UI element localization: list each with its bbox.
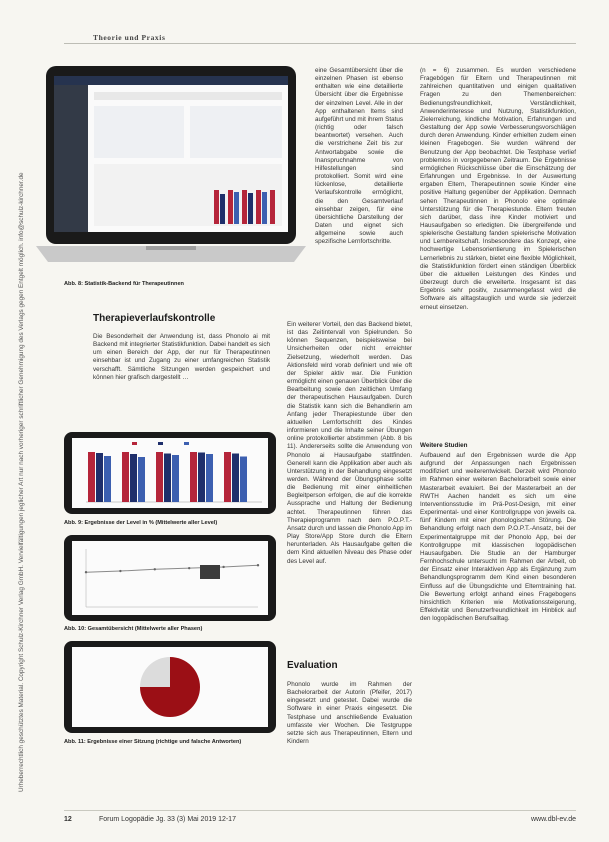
studies-heading: Weitere Studien (420, 442, 468, 449)
data-point (85, 571, 87, 573)
figure-10-frame (64, 535, 276, 621)
tooltip-box (200, 565, 220, 579)
line-chart (72, 541, 268, 615)
data-point (222, 566, 224, 568)
bar (172, 455, 179, 502)
pie-chart (72, 647, 268, 727)
figure-9-frame (64, 432, 276, 514)
section-header: Theorie und Praxis (93, 33, 166, 42)
middle-top-text: eine Gesamtübersicht über die einzelnen Phasen ist ebenso enthalten wie eine detaillierte Übersicht über die Ergebnisse der einzelnen Level. Alle in der App enthaltenen Items sind aufgeführt und mit ihrem Status (richtig oder falsch beantwortet) versehen. Auch die verstrichene Zeit bis zur Antwortabgabe sowie die Inanspruchnahme von Hilfestellungen sind protokolliert. Somit wird eine lückenlose, detaillierte Verlaufskontrolle ermöglicht, die den Gesamtverlauf einsehbar zeigen, für eine übersichtliche Darstellung der Daten und eignet sich allgemeine sowie auch spezifische Lernfortschritte. (315, 67, 403, 246)
fig8-bars (214, 190, 275, 224)
figure-11-frame (64, 641, 276, 733)
bar (138, 457, 145, 502)
footer-url[interactable]: www.dbl-ev.de (530, 816, 576, 823)
bar (232, 454, 239, 503)
evaluation-body: Phonolo wurde im Rahmen der Bachelorarbeit der Autorin (Pfeifer, 2017) eingesetzt und getestet. Dabei wurde die Software in einer Praxis eingesetzt. Die Testphase und anschließende Evaluation umfasste vier Wochen. Die Testgruppe setzte sich aus Therapeutinnen, Eltern und Kindern (287, 681, 412, 746)
bar (224, 452, 231, 502)
fig9-caption: Abb. 9: Ergebnisse der Level in % (Mittelwerte aller Level) (64, 520, 218, 526)
copyright-sidebar: Urheberrechtlich geschütztes Material. Copyright Schulz-Kirchner Verlag GmbH. Vervielfältigungen jeglicher Art nur nach vorheriger schriftlicher Genehmigung des Verlags gegen Entgelt möglich. info@schulz-kirchner.de (18, 172, 25, 792)
bar (190, 452, 197, 502)
bar (88, 452, 95, 502)
bar (96, 453, 103, 502)
bar (164, 454, 171, 503)
left-body: Die Besonderheit der Anwendung ist, dass Phonolo ai mit Backend mit integrierter Statistikfunktion. Dabei handelt es sich um einen Bereich der App, der nur für Therapeutinnen einsehbar ist und Zugang zu einer umfangreichen Statistik verschafft. Sämtliche Sitzungen werden gespeichert und können hier grafisch dargestellt … (93, 333, 270, 381)
legend-swatch (132, 442, 137, 445)
pie-slice (140, 657, 170, 687)
footer-rule (64, 810, 576, 811)
bar (130, 454, 137, 502)
middle-body: Ein weiterer Vorteil, den das Backend bietet, ist das Zeitintervall von Spielrunden. So können Sequenzen, beispielsweise bei Unsicherheiten oder nicht erreichter Zielsetzung, wiederholt werden. Das Aktionsfeld wird vorab definiert und wie oft der Spieler aktiv war. Die Funktion ermöglicht einen genauen Überblick über die Bearbeitung sowie den zeitlichen Umfang der therapeutischen Hausaufgaben. Durch die Statistik kann sich die Behandlerin am Anfang jeder Therapiestunde über den aktuellen Lernfortschritt des Kindes informieren und die Inhalte seiner Übungen online protokollierter abstimmen (Abb. 8 bis 11). Andererseits sollte die Anwendung von Phonolo ai Hausaufgabe stattfinden. Generell kann die Applikation aber auch als Unterstützung in der Behandlung eingesetzt werden. Während der Übungsphase sollte die Bedienung mit einer einheitlichen Begleitperson erfolgen, die auf die korrekte Aussprache und Haltung der Bedienung achtet. Therapeutinnen führen das Therapieprogramm nach dem P.O.P.T.-Ansatz durch und lassen die Phonolo App im Play Store/App Store durch die Eltern herunterladen. Als Hausaufgabe gelten die dem Kind aktuellen Niveau des Phase oder des Level auf. (287, 321, 412, 565)
right-body: (n = 6) zusammen. Es wurden verschiedene Fragebögen für Eltern und Therapeutinnen mit zahlreichen quantitativen und einigen qualitativen Fragen zu den Themenbereichen: Bedienungsfreundlichkeit, Verständlichkeit, Anwenderinteresse und Nutzung, Statistikfunktion, Zielerreichung, kindliche Motivation, Erfahrungen und Gestaltung der App sowie Verbesserungsvorschlägen durch deren Anwendung. Kinder erhielten zudem einen kleinen Fragebogen. Sie wurden während der Benutzung der App beobachtet. Die Testphase verlief problemlos in vorgegebenen Zeitraum. Die Ergebnisse ermöglichen Rückschlüsse über die Einschätzung der Erfahrungen und Ergebnisse. In der Auswertung ergaben Eltern, Therapeutinnen sowie Kinder eine positive Haltung gegenüber der Applikation. Demnach sehen Therapeutinnen in Phonolo eine optimale Unterstützung für die Therapiestunde. Eltern freuten sich darüber, dass ihre Kinder motiviert und Hausaufgaben so erledigten. Die übergreifende und spielerische Gestaltung fanden spielerische Motivation und Lernbereitschaft. Insbesondere das Konzept, eine hochwertige Lebensorientierung im Spielerischen Lernerlebnis zu stärken, bietet eine flexible Möglichkeit, die Statistikfunktion fördert einen ständigen Überblick über die aktuellen Leistungen des Kindes und überzeugt durch die erweiterte. Insgesamt ist das Ergebnis sehr positiv, zusammengefasst wird die Software als alltagstauglich und wurde sie jederzeit erneut einsetzen. (420, 67, 576, 311)
laptop-figure (36, 66, 306, 292)
data-point (154, 568, 156, 570)
bar (206, 454, 213, 502)
magazine-info: Forum Logopädie Jg. 33 (3) Mai 2019 12-17 (99, 816, 236, 823)
header-rule (64, 43, 576, 44)
data-point (188, 567, 190, 569)
fig11-caption: Abb. 11: Ergebnisse einer Sitzung (richtige und falsche Antworten) (64, 739, 242, 745)
bar (122, 452, 129, 502)
fig8-caption: Abb. 8: Statistik-Backend für Therapeutinnen (64, 281, 184, 287)
bar (240, 457, 247, 503)
series-line (86, 565, 258, 572)
bar (156, 452, 163, 502)
evaluation-heading: Evaluation (287, 660, 338, 671)
bar-chart (72, 438, 268, 508)
legend-swatch (158, 442, 163, 445)
studies-body: Aufbauend auf den Ergebnissen wurde die App aufgrund der Anpassungen nach Ergebnissen modifiziert und weiterentwickelt. Derzeit wird Phonolo im Rahmen einer weiteren Bachelorarbeit sowie einer Masterarbeit evaluiert. Bei der Masterarbeit an der RWTH Aachen handelt es sich um eine Interventionsstudie im Prä-Post-Design, mit einer Experimental- und einer Kontrollgruppe von jeweils ca. fünf Kindern mit einer phonologischen Störung. Die Behandlung erfolgt nach dem P.O.P.T.-Ansatz, bei der Experimentalgruppe mit der Phonolo App, bei der Kontrollgruppe mit klassischen logopädischen Hausaufgaben. Die Studie an der Hamburger Fernhochschule untersucht im Rahmen der Arbeit, ob der Einsatz einer Interaktiven App als Ergänzung zum Behandlungsprogramm dem Kind einen besonderen Einfluss auf die Übungsdichte und Elterntraining hat. Die Bewertung erfolgt anhand eines Fragebogens hinsichtlich Kriterien wie Motivationssteigerung, Effektivität und Benutzerfreundlichkeit im Hinblick auf den logopädischen Berufsalltag. (420, 452, 576, 623)
data-point (257, 564, 259, 566)
data-point (119, 570, 121, 572)
fig10-caption: Abb. 10: Gesamtübersicht (Mittelwerte aller Phasen) (64, 626, 203, 632)
bar (104, 456, 111, 502)
legend-swatch (184, 442, 189, 445)
left-heading: Therapieverlaufskontrolle (93, 313, 216, 324)
bar (198, 453, 205, 503)
page-number: 12 (64, 816, 72, 823)
